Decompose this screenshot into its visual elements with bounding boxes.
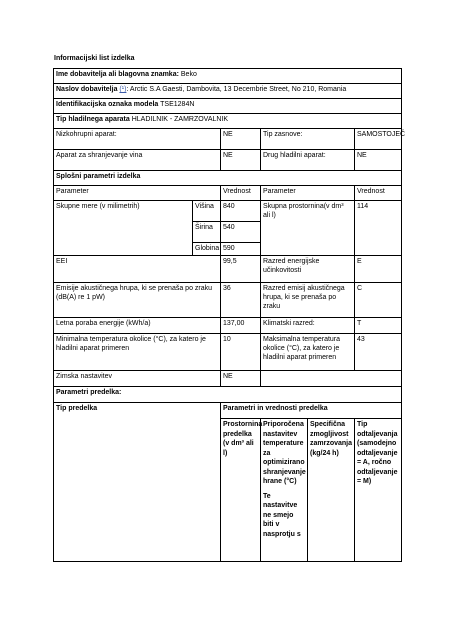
energy-consumption-label: Letna poraba energije (kWh/a)	[54, 318, 221, 334]
min-temp-value: 10	[221, 334, 261, 371]
noise-emission-value: 36	[221, 283, 261, 318]
compartment-params-title: Parametri predelka:	[54, 387, 402, 403]
dimensions-row-height	[54, 201, 402, 222]
other-appliance-label: Drug hladilni aparat:	[261, 150, 355, 171]
header-parameter-1: Parameter	[54, 186, 221, 201]
product-info-table	[53, 68, 406, 562]
col-freezing-header: Specifična zmogljivost zamrzovanja (kg/24 h)	[308, 419, 355, 562]
depth-value: 590	[221, 243, 261, 256]
climate-class-value: T	[355, 318, 402, 334]
min-temp-label: Minimalna temperatura okolice (°C), za katero je hladilni aparat primeren	[54, 334, 221, 371]
address-value: : Arctic S.A Gaesti, Dambovita, 13 Decembrie Street, No 210, Romania	[126, 86, 347, 93]
height-value: 840	[221, 201, 261, 222]
winter-setting-value: NE	[221, 371, 261, 387]
dimensions-label: Skupne mere (v milimetrih)	[54, 201, 193, 256]
wine-storage-row	[54, 150, 402, 171]
design-type-value: SAMOSTOJEČ	[355, 129, 402, 150]
width-value: 540	[221, 222, 261, 243]
appliance-type-label: Tip hladilnega aparata	[56, 116, 130, 123]
col-defrost-header: Tip odtaljevanja (samodejno odtaljevanje = A, ročno odtaljevanje = M)	[355, 419, 402, 562]
model-row	[54, 99, 402, 114]
climate-class-label: Klimatski razred:	[261, 318, 355, 334]
eei-row	[54, 256, 402, 283]
low-noise-label: Nizkohrupni aparat:	[54, 129, 221, 150]
energy-class-value: E	[355, 256, 402, 283]
compartment-head-row	[54, 403, 402, 419]
max-temp-label: Maksimalna temperatura okolice (°C), za katero je hladilni aparat primeren	[261, 334, 355, 371]
col-temperature-text: Priporočena nastavitev temperature za optimizirano shranjevanje hrane (°C)	[263, 421, 306, 485]
energy-class-label: Razred energijske učinkovitosti	[261, 256, 355, 283]
other-appliance-value: NE	[355, 150, 402, 171]
model-label: Identifikacijska oznaka modela	[56, 101, 159, 108]
address-label: Naslov dobavitelja	[56, 86, 118, 93]
address-row	[54, 84, 402, 99]
width-label: Širina	[193, 222, 221, 243]
compartment-type-label: Tip predelka	[54, 403, 221, 562]
manufacturer-label: Ime dobavitelja ali blagovna znamka:	[56, 71, 179, 78]
compartment-params-row	[54, 387, 402, 403]
header-parameter-2: Parameter	[261, 186, 355, 201]
manufacturer-value: Beko	[180, 71, 197, 78]
height-label: Višina	[193, 201, 221, 222]
general-params-title: Splošni parametri izdelka	[54, 171, 402, 186]
appliance-type-value: HLADILNIK - ZAMRZOVALNIK	[131, 116, 229, 123]
wine-storage-label: Aparat za shranjevanje vina	[54, 150, 221, 171]
header-row	[54, 186, 402, 201]
footnote-link[interactable]: (¹)	[119, 86, 127, 93]
max-temp-value: 43	[355, 334, 402, 371]
noise-emission-label: Emisije akustičnega hrupa, ki se prenaša po zraku (dB(A) re 1 pW)	[54, 283, 221, 318]
wine-storage-value: NE	[221, 150, 261, 171]
eei-value: 99,5	[221, 256, 261, 283]
compartment-values-label: Parametri in vrednosti predelka	[221, 403, 402, 419]
depth-label: Globina	[193, 243, 221, 256]
empty-cell	[261, 371, 402, 387]
col-temperature-header	[261, 419, 308, 562]
winter-setting-row	[54, 371, 402, 387]
eei-label: EEI	[54, 256, 221, 283]
low-noise-row	[54, 129, 402, 150]
energy-consumption-row	[54, 318, 402, 334]
col-volume-header: Prostornina predelka (v dm³ ali l)	[221, 419, 261, 562]
header-value-2: Vrednost	[355, 186, 402, 201]
design-type-label: Tip zasnove:	[261, 129, 355, 150]
low-noise-value: NE	[221, 129, 261, 150]
header-value-1: Vrednost	[221, 186, 261, 201]
noise-class-label: Razred emisij akustičnega hrupa, ki se prenaša po zraku	[261, 283, 355, 318]
col-temperature-note: Te nastavitve ne smejo biti v nasprotju s	[263, 492, 301, 538]
temperature-row	[54, 334, 402, 371]
general-params-row	[54, 171, 402, 186]
total-volume-value: 114	[355, 201, 402, 256]
total-volume-label: Skupna prostornina(v dm³ ali l)	[261, 201, 355, 256]
noise-row	[54, 283, 402, 318]
winter-setting-label: Zimska nastavitev	[54, 371, 221, 387]
document-title: Informacijski list izdelka	[54, 55, 135, 62]
manufacturer-row	[54, 69, 402, 84]
model-value: TSE1284N	[160, 101, 195, 108]
energy-consumption-value: 137,00	[221, 318, 261, 334]
appliance-type-row	[54, 114, 402, 129]
noise-class-value: C	[355, 283, 402, 318]
